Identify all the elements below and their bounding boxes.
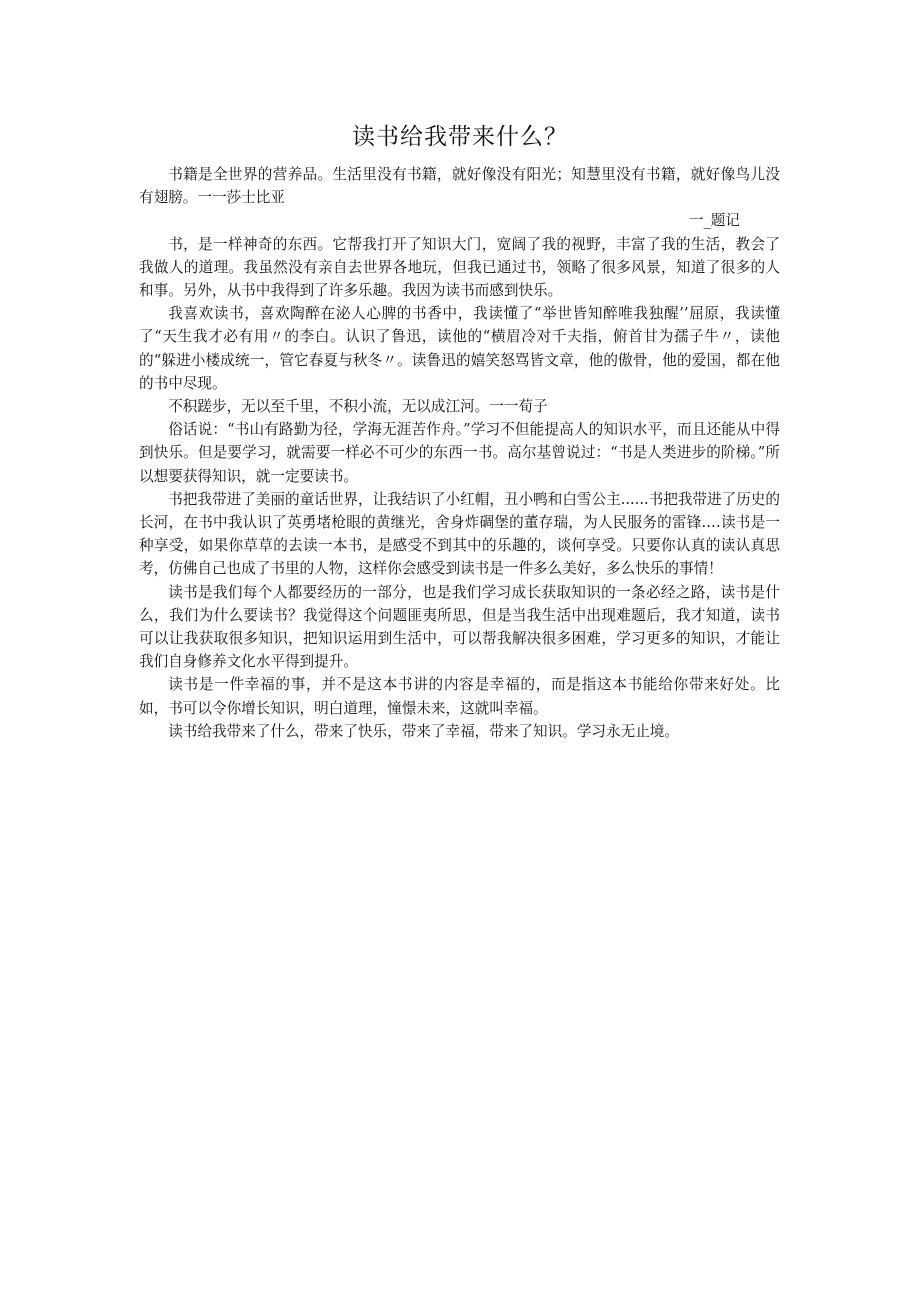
- paragraph-quote-xunzi: 不积蹉步，无以至千里，不积小流，无以成江河。一一荀子: [168, 398, 548, 416]
- paragraph-love-reading: 我喜欢读书，喜欢陶醉在泌人心脾的书香中，我读懂了“举世皆知醉唯我独醒’’屈原，我读懂了“天生我才必有用〃的李白。认识了鲁迅，读他的“横眉冷对千夫指，俯首甘为孺子牛〃，读他的“躲进小楼成统一，管它春夏与秋冬〃。读鲁迅的嬉笑怒骂皆文章，他的傲骨，他的爱国，都在他的书中尽现。: [139, 305, 780, 392]
- document-body: [139, 163, 780, 743]
- epigraph-signature: 一_题记: [688, 212, 740, 230]
- paragraph-fairy-tales: 书把我带进了美丽的童话世界，让我结识了小红帽，丑小鸭和白雪公主......书把我带进了历史的长河，在书中我认识了英勇堵枪眼的黄继光，舍身炸碉堡的董存瑞，为人民服务的雷锋.…读书是一种享受，如果你草草的去读一本书，是感受不到其中的乐趣的，谈何享受。只要你认真的读认真思考，仿佛自己也成了书里的人物，这样你会感受到读书是一件多么美好，多么快乐的事情！: [139, 490, 780, 578]
- paragraph-quote-shakespeare: 书籍是全世界的营养品。生活里没有书籍，就好像没有阳光；知慧里没有书籍，就好像鸟儿没有翅膀。一一莎士比亚: [139, 166, 780, 207]
- paragraph-why-read: 读书是我们每个人都要经历的一部分，也是我们学习成长获取知识的一条必经之路，读书是什么，我们为什么要读书？我觉得这个问题匪夷所思，但是当我生活中出现难题后，我才知道，读书可以让我获取很多知识，把知识运用到生活中，可以帮我解决很多困难，学习更多的知识，才能让我们自身修养文化水平得到提升。: [139, 583, 780, 671]
- paragraph-book-magic: 书，是一样神奇的东西。它帮我打开了知识大门，宽阔了我的视野，丰富了我的生活，教会了我做人的道理。我虽然没有亲自去世界各地玩，但我已通过书，领略了很多风景，知道了很多的人和事。另外，从书中我得到了许多乐趣。我因为读书而感到快乐。: [139, 235, 780, 300]
- document-title: 读书给我带来什么？: [352, 124, 568, 150]
- paragraph-proverb: 俗话说：“书山有路勤为径，学海无涯苦作舟。”学习不但能提高人的知识水平，而且还能从中得到快乐。但是要学习，就需要一样必不可少的东西一书。高尔基曾说过：“书是人类进步的阶梯。”所以想要获得知识，就一定要读书。: [139, 421, 780, 485]
- paragraph-happiness: 读书是一件幸福的事，并不是这本书讲的内容是幸福的，而是指这本书能给你带来好处。比如，书可以令你增长知识，明白道理，憧憬未来，这就叫幸福。: [139, 676, 780, 717]
- paragraph-conclusion: 读书给我带来了什么，带来了快乐，带来了幸福，带来了知识。学习永无止境。: [168, 722, 679, 740]
